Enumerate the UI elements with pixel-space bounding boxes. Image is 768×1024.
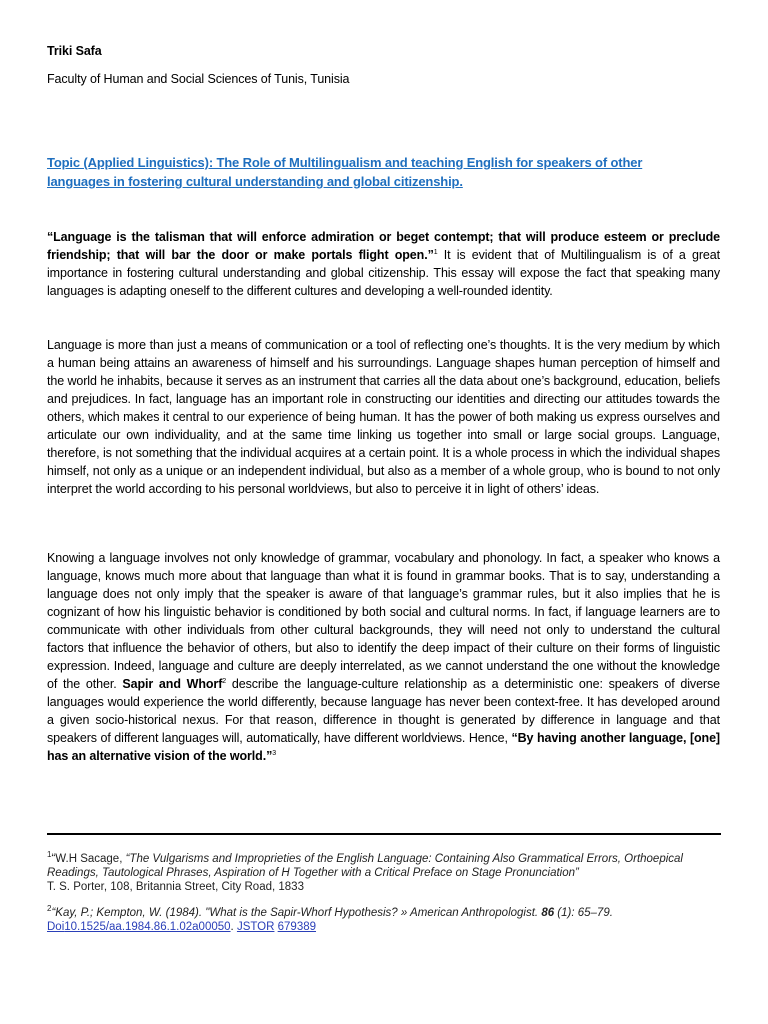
footnote-1-publisher: T. S. Porter, 108, Britannia Street, City Road, 1833 [47,881,304,893]
author-affiliation: Faculty of Human and Social Sciences of Tunis, Tunisia [47,72,350,86]
jstor-label-link[interactable]: JSTOR [236,921,275,933]
doi-label-link[interactable]: Doi [47,921,65,933]
footnote-separator [47,833,721,835]
footnote-ref-2[interactable]: 2 [222,677,227,685]
sapir-whorf-names: Sapir and Whorf [122,677,223,691]
topic-heading-link[interactable]: Topic (Applied Linguistics): The Role of Multilingualism and teaching English for speakers of other languages in fostering cultural understanding and global citizenship. [47,155,643,189]
intro-paragraph [47,228,720,300]
footnote-1-marker: 1 [47,850,52,860]
footnote-2-issue: (1): 65–79. [554,907,613,919]
footnote-1-title: “The Vulgarisms and Improprieties of the English Language: Containing Also Grammatical Errors, Orthoepical Readings, Tautological Phrases, Aspiration of H Together with a Critical Preface on Stage Pronunciation” [47,853,683,879]
footnote-1 [47,852,687,894]
opening-quote: “Language is the talisman that will enforce admiration or beget contempt; that will produce esteem or preclude friendship; that will bar the door or make portals flight open.” [47,230,720,262]
body-paragraph-3 [47,549,720,765]
footnote-2-volume: 86 [541,907,555,919]
closing-quote: “By having another language, [one] has an alternative vision of the world.” [47,731,720,763]
author-name: Triki Safa [47,44,102,58]
footnote-ref-3[interactable]: 3 [272,749,277,757]
doi-link[interactable]: 10.1525/aa.1984.86.1.02a00050 [64,921,231,933]
intro-text: It is evident that of Multilingualism is of a great importance in fostering cultural understanding and global citizenship. This essay will expose the fact that speaking many languages is adapting oneself to the different cultures and developing a well-rounded identity. [47,248,720,298]
jstor-link[interactable]: 679389 [277,921,317,933]
body-paragraph-2: Language is more than just a means of communication or a tool of reflecting one’s thoughts. It is the very medium by which a human being attains an awareness of himself and his surroundings. Language shapes human perception of himself and the world he inhabits, because it serves as an instrument that carries all the data about one’s background, education, beliefs and prejudices. In fact, language has an important role in constructing our identities and directing our attitudes towards the others, which makes it central to our experience of being human. It has the power of both making us express ourselves and articulate our own individuality, and at the same time linking us together into small or large social groups. Language, therefore, is not something that the individual acquires at a certain point. It is a whole process in which the individual shapes himself, not only as a unique or an independent individual, but also as a member of a whole group, who is bound to not only interpret the world according to his personal worldviews, but also to perceive it in light of others’ ideas. [47,338,721,496]
footnote-2-marker: 2 [47,904,52,914]
footnote-2-lead: “Kay, P.; Kempton, W. (1984). "What is the Sapir-Whorf Hypothesis? » American Anthropologist. [51,907,542,919]
footnote-1-lead: “W.H Sacage, [51,853,126,865]
p3-text-b: describe the language-culture relationship as a deterministic one: speakers of diverse languages would experience the world differently, because language has never been context-free. It has developed around a given socio-historical nexus. For that reason, difference in thought is generated by difference in language and that speakers of different languages will, automatically, have different worldviews. Hence, [47,677,720,745]
footnote-ref-1[interactable]: 1 [433,248,438,256]
footnote-2: $^2$“Kay, P.; Kempton, W. (1984). "What is the Sapir-Whorf Hypothesis? » American Anthropologist. 86 (1): 65–79. Doi10.1525/aa.1984.86.1.02a00050. JSTOR 679389 [47,904,613,933]
p3-text-a: Knowing a language involves not only knowledge of grammar, vocabulary and phonology. In fact, a speaker who knows a language, knows much more about that language than what it is found in grammar books. That is to say, understanding a language does not only imply that the speaker is aware of that language’s grammar rules, but it also implies that he is cognizant of how his linguistic behavior is conditioned by both social and cultural norms. In fact, if language learners are to communicate with other individuals from other cultural backgrounds, they will need not only to understand the cultural factors that influence the behavior of others, but also to identify the deep impact of their culture on their forms of linguistic expression. Indeed, language and culture are deeply interrelated, as we cannot understand the one without the knowledge of the other. [47,551,720,691]
